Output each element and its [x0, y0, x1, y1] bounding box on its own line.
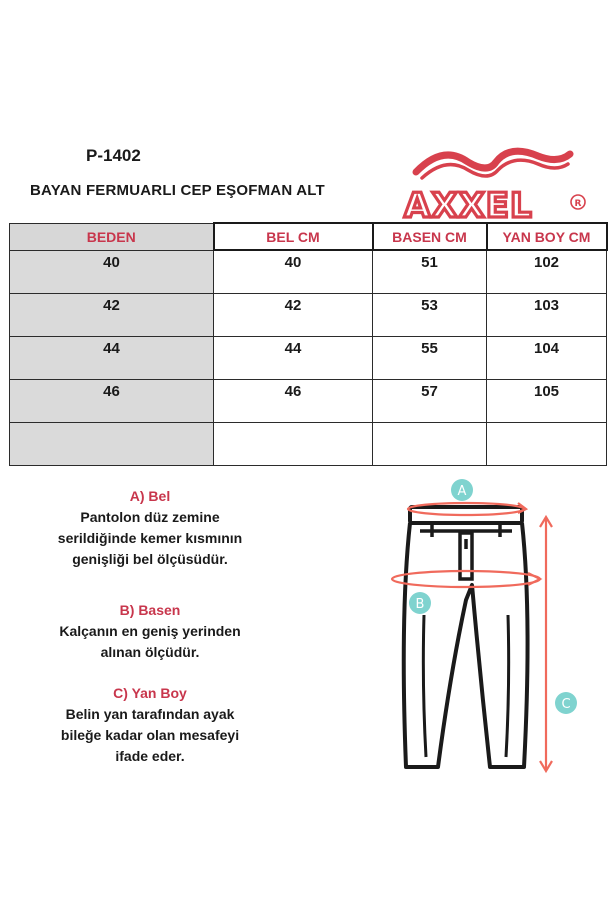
- legend-bel: [0, 486, 300, 570]
- marker-c: [555, 692, 577, 714]
- legend-line: serildiğinde kemer kısmının: [57, 530, 243, 546]
- table-cell: 42: [10, 294, 214, 337]
- marker-b: [409, 592, 431, 614]
- legend-line: genişliği bel ölçüsüdür.: [72, 551, 228, 567]
- product-title: BAYAN FERMUARLI CEP EŞOFMAN ALT: [30, 182, 325, 199]
- table-cell: 44: [10, 337, 214, 380]
- marker-label: A: [457, 484, 467, 499]
- table-cell: 103: [487, 294, 607, 337]
- size-table: [9, 222, 608, 466]
- legend-basen: [0, 600, 300, 663]
- table-cell: 42: [214, 294, 373, 337]
- product-code: P-1402: [86, 146, 141, 165]
- column-header: YAN BOY CM: [487, 223, 607, 250]
- legend-heading: B) Basen: [119, 602, 181, 618]
- table-cell: 40: [10, 250, 214, 294]
- pants-diagram: [380, 475, 580, 785]
- marker-a: [451, 479, 473, 501]
- table-cell: 105: [487, 380, 607, 423]
- table-cell: 44: [214, 337, 373, 380]
- legend-line: Pantolon düz zemine: [80, 509, 220, 525]
- legend-heading: A) Bel: [129, 488, 171, 504]
- table-row-empty: [10, 423, 607, 466]
- column-header: BEL CM: [214, 223, 373, 250]
- column-header: BASEN CM: [373, 223, 487, 250]
- table-cell: [214, 423, 373, 466]
- table-cell: [10, 423, 214, 466]
- legend-line: Kalçanın en geniş yerinden: [59, 623, 241, 639]
- table-cell: 51: [373, 250, 487, 294]
- table-cell: 104: [487, 337, 607, 380]
- table-cell: 53: [373, 294, 487, 337]
- column-header: BEDEN: [10, 223, 214, 250]
- table-cell: 55: [373, 337, 487, 380]
- table-header-row: [10, 223, 607, 250]
- legend-line: Belin yan tarafından ayak: [65, 706, 235, 722]
- legend-line: bileğe kadar olan mesafeyi: [60, 727, 240, 743]
- svg-text:AXXEL: AXXEL: [404, 186, 533, 225]
- legend-line: alınan ölçüdür.: [100, 644, 200, 660]
- table-row: [10, 380, 607, 423]
- table-row: [10, 250, 607, 294]
- legend-yan-boy: [0, 683, 300, 767]
- legend-heading: C) Yan Boy: [113, 685, 187, 701]
- marker-label: B: [415, 597, 425, 612]
- table-cell: [373, 423, 487, 466]
- table-cell: 102: [487, 250, 607, 294]
- table-row: [10, 337, 607, 380]
- legend-line: ifade eder.: [115, 748, 185, 764]
- table-cell: 40: [214, 250, 373, 294]
- table-cell: [487, 423, 607, 466]
- table-cell: 46: [10, 380, 214, 423]
- svg-text:R: R: [574, 199, 582, 209]
- table-row: [10, 294, 607, 337]
- marker-label: C: [561, 697, 571, 712]
- brand-logo: [398, 140, 593, 225]
- table-cell: 57: [373, 380, 487, 423]
- table-cell: 46: [214, 380, 373, 423]
